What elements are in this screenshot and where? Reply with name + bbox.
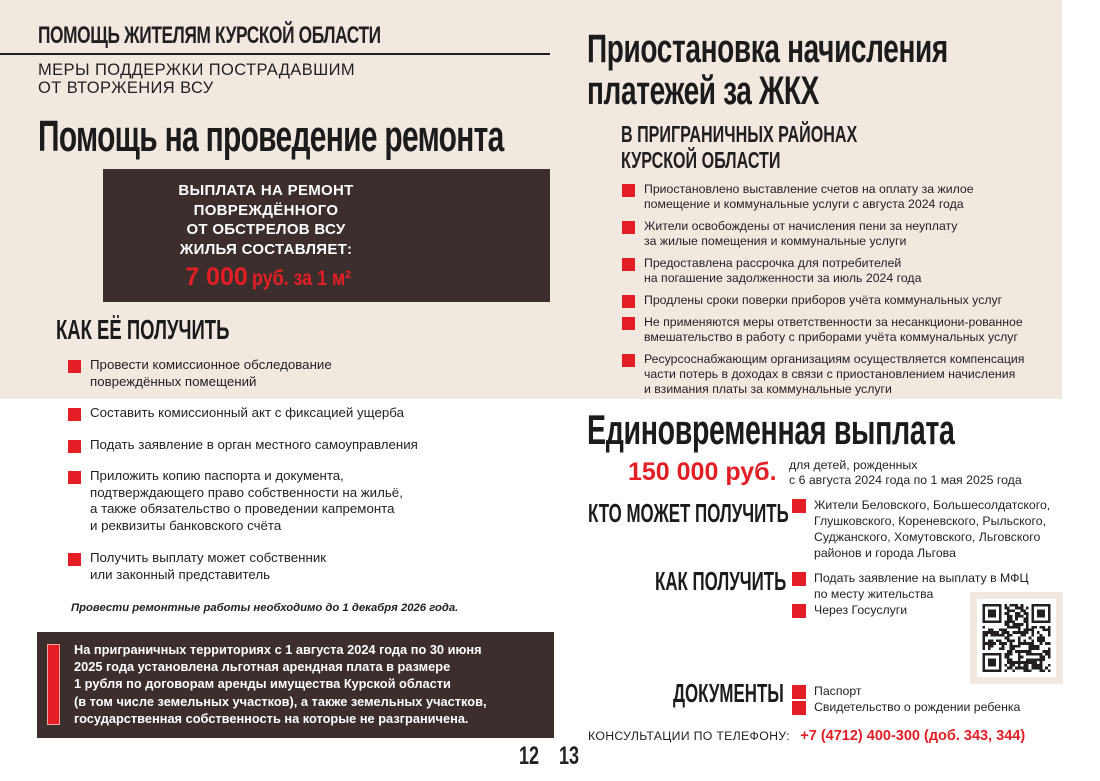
rent-line: государственная собственность на которые не разграничена. (74, 710, 469, 726)
item-line: Подать заявление в орган местного самоуправления (90, 436, 418, 452)
subtitle-line: КУРСКОЙ ОБЛАСТИ (621, 147, 781, 173)
consult-label: КОНСУЛЬТАЦИИ ПО ТЕЛЕФОНУ: (588, 729, 790, 743)
bullet-square-icon (792, 572, 806, 586)
item-line: по месту жительства (814, 587, 934, 601)
rent-line: 2025 года установлена льготная арендная плата в размере (74, 659, 451, 675)
section-subtitle (38, 61, 355, 97)
lump-sum-title: Единовременная выплата (587, 406, 955, 453)
item-line: Получить выплату может собственник (90, 550, 327, 565)
page-number-left: 12 (519, 742, 540, 770)
divider (0, 53, 550, 55)
bullet-square-icon (68, 408, 81, 421)
bullet-square-icon (792, 685, 806, 699)
section-kicker: ПОМОЩЬ ЖИТЕЛЯМ КУРСКОЙ ОБЛАСТИ (38, 22, 381, 49)
list-item (622, 315, 1052, 345)
item-line: Свидетельство о рождении ребенка (814, 700, 1021, 714)
list-item (622, 293, 1052, 308)
amount-value: 7 000 (185, 263, 248, 291)
bullet-square-icon (622, 295, 635, 308)
list-item (68, 437, 508, 454)
payment-line: ПОВРЕЖДЁННОГО (193, 201, 339, 219)
who-list (792, 497, 1050, 561)
item-line: Паспорт (814, 684, 862, 698)
phone-number[interactable]: +7 (4712) 400-300 (доб. 343, 344) (800, 728, 1026, 744)
item-line: Глушковского, Кореневского, Рыльского, (814, 514, 1046, 528)
rent-line: 1 рубля по договорам аренды имущества Курской области (74, 676, 451, 692)
list-item (68, 357, 508, 390)
measures-list (622, 182, 1052, 404)
item-line: и взимания платы за коммунальные услуги (644, 382, 892, 396)
payment-line: ЖИЛЬЯ СОСТАВЛЯЕТ: (179, 240, 353, 258)
subtitle-line: МЕРЫ ПОДДЕРЖКИ ПОСТРАДАВШИМ (38, 61, 356, 79)
item-line: на погашение задолженности за июль 2024 года (644, 271, 922, 285)
lump-sum-amount: 150 000 руб. (628, 458, 777, 486)
qr-code-graphic (982, 604, 1051, 672)
item-line: Жители освобождены от начисления пени за неуплату (644, 219, 958, 233)
title-line: Приостановка начисления (587, 27, 948, 71)
page-number-right: 13 (559, 742, 580, 770)
bullet-square-icon (68, 440, 81, 453)
bullet-square-icon (792, 499, 806, 513)
bullet-square-icon (792, 604, 806, 618)
item-line: Приостановлено выставление счетов на оплату за жилое (644, 182, 974, 196)
payment-amount (103, 263, 451, 292)
list-item (68, 550, 508, 583)
bullet-square-icon (622, 354, 635, 367)
documents-list (792, 683, 1020, 715)
item-line: а также обязательство о проведении капремонта (90, 501, 395, 516)
deadline-note: Провести ремонтные работы необходимо до 1 декабря 2026 года. (71, 602, 459, 614)
rent-line: На приграничных территориях с 1 августа 2024 года по 30 июня (74, 642, 482, 657)
item-line: или законный представитель (90, 566, 271, 582)
how-heading: КАК ЕЁ ПОЛУЧИТЬ (56, 314, 230, 345)
qr-code-icon[interactable] (977, 599, 1056, 677)
note-line: с 6 августа 2024 года по 1 мая 2025 года (789, 473, 1022, 487)
item-line: Составить комиссионный акт с фиксацией ущерба (90, 405, 404, 420)
item-line: Жители Беловского, Большесолдатского, (814, 498, 1051, 512)
item-line: повреждённых помещений (90, 373, 257, 389)
item-line: за жилые помещения и коммунальные услуги (644, 234, 907, 248)
item-line: районов и города Льгова (814, 546, 956, 560)
title-line: платежей за ЖКХ (587, 69, 819, 113)
item-line: Приложить копию паспорта и документа, (90, 468, 344, 483)
note-line: для детей, рожденных (789, 458, 918, 472)
who-heading: КТО МОЖЕТ ПОЛУЧИТЬ (588, 498, 789, 528)
accent-bar (47, 644, 60, 725)
payment-line: ВЫПЛАТА НА РЕМОНТ (178, 182, 354, 199)
item-line: вмешательство в работу с приборами учёта коммунальных услуг (644, 330, 1018, 344)
qr-code-frame[interactable] (970, 592, 1063, 684)
section-title (587, 28, 948, 112)
list-item (622, 256, 1052, 286)
list-item (68, 405, 508, 422)
bullet-square-icon (622, 184, 635, 197)
section-subtitle (621, 121, 857, 173)
list-item (68, 468, 508, 534)
page-title: Помощь на проведение ремонта (38, 112, 504, 161)
bullet-square-icon (68, 471, 81, 484)
lump-sum-note (789, 458, 1022, 488)
bullet-square-icon (792, 701, 806, 715)
subtitle-line: ОТ ВТОРЖЕНИЯ ВСУ (38, 79, 214, 97)
item-line: Подать заявление на выплату в МФЦ (814, 571, 1029, 585)
list-item (622, 182, 1052, 212)
item-line: и реквизиты банковского счёта (90, 517, 282, 533)
consultation-line (588, 727, 1025, 745)
item-line: Через Госуслуги (814, 603, 908, 617)
item-line: Предоставлена рассрочка для потребителей (644, 256, 902, 270)
payment-line: ОТ ОБСТРЕЛОВ ВСУ (186, 221, 346, 238)
bullet-square-icon (622, 317, 635, 330)
documents-heading: ДОКУМЕНТЫ (673, 678, 784, 708)
item-line: Не применяются меры ответственности за несанкциони-рованное (644, 315, 1023, 329)
bullet-square-icon (68, 360, 81, 373)
item-line: подтверждающего право собственности на жильё, (90, 484, 403, 500)
bullet-square-icon (622, 258, 635, 271)
list-item (792, 683, 1020, 699)
bullet-square-icon (68, 553, 81, 566)
amount-unit: руб. за 1 м² (252, 267, 352, 290)
item-line: Ресурсоснабжающим организациям осуществляется компенсация (644, 352, 1025, 366)
item-line: Провести комиссионное обследование (90, 357, 332, 372)
item-line: помещение и коммунальные услуги с августа 2024 года (644, 197, 964, 211)
how-to-get-heading: КАК ПОЛУЧИТЬ (655, 566, 787, 596)
list-item (792, 699, 1020, 715)
item-line: Продлены сроки поверки приборов учёта коммунальных услуг (644, 293, 1003, 307)
bullet-square-icon (622, 221, 635, 234)
item-line: Суджанского, Хомутовского, Льговского (814, 530, 1041, 544)
steps-list (68, 357, 508, 598)
list-item (622, 219, 1052, 249)
list-item (622, 352, 1052, 397)
subtitle-line: В ПРИГРАНИЧНЫХ РАЙОНАХ (621, 121, 858, 147)
rent-info-box (37, 632, 554, 738)
rent-line: (в том числе земельных участков), а также земельных участков, (74, 693, 487, 709)
list-item (792, 497, 1050, 561)
payment-box (103, 169, 550, 302)
item-line: части потерь в доходах в связи с приостановлением начисления (644, 367, 1016, 381)
